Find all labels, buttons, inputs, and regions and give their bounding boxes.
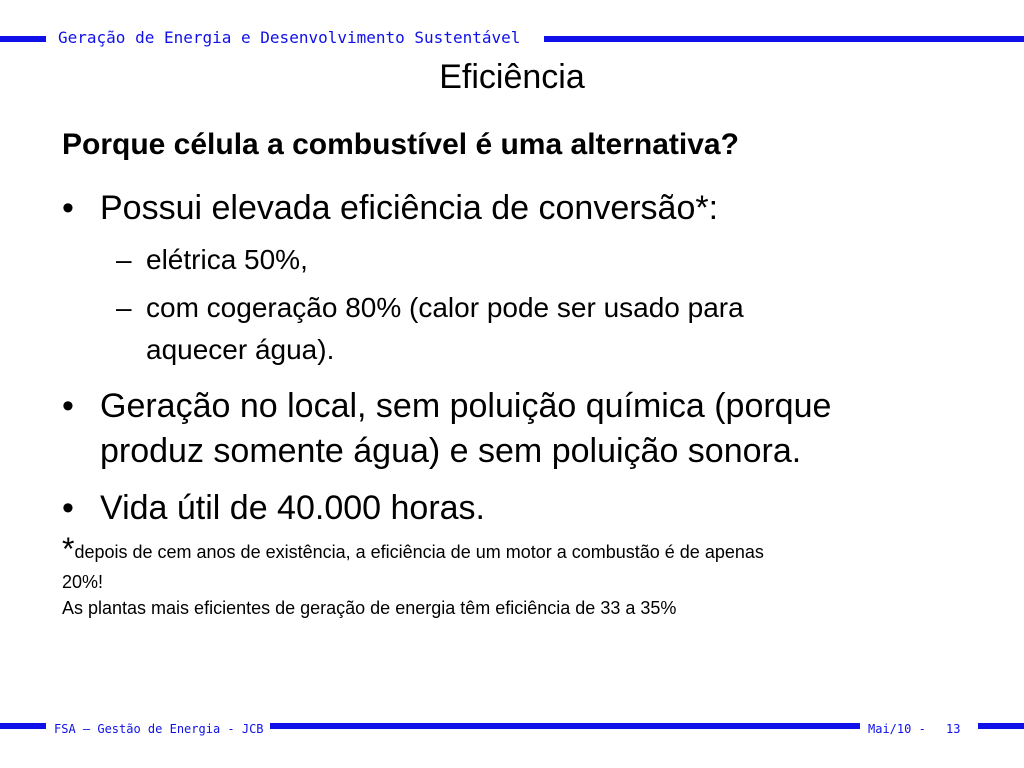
sub-bullet-text: aquecer água). [146,334,335,365]
page-number: 13 [946,722,961,736]
footer-label: FSA – Gestão de Energia - JCB [54,722,264,736]
sub-bullet-item [116,288,956,328]
bullet-item [62,384,982,429]
sub-bullet-item [116,240,956,280]
bullet-item [62,486,962,531]
dash-icon: – [116,244,132,275]
header-bar-left [0,36,46,42]
bullet-icon: • [62,387,74,425]
asterisk-mark: * [62,531,75,567]
bullet-item [62,186,962,231]
footnote-line: As plantas mais eficientes de geração de energia têm eficiência de 33 a 35% [62,598,677,618]
header-bar-right [544,36,1024,42]
footnote-line: 20%! [62,572,104,592]
footer-bar-left [0,723,46,729]
header-title: Geração de Energia e Desenvolvimento Sustentável [58,28,521,47]
bullet-text: Possui elevada eficiência de conversão*: [100,189,719,227]
footnote [62,531,982,621]
bullet-text: Geração no local, sem poluição química (porque [100,387,832,425]
footer-bar-right [978,723,1024,729]
bullet-text: produz somente água) e sem poluição sonora. [100,432,802,470]
footnote-text: depois de cem anos de existência, a eficiência de um motor a combustão é de apenas [74,542,764,562]
footer-date: Mai/10 - [868,722,926,736]
slide-title: Eficiência [439,58,585,96]
sub-bullet-text: com cogeração 80% (calor pode ser usado para [146,292,744,323]
bullet-text: Vida útil de 40.000 horas. [100,489,485,527]
bullet-icon: • [62,189,74,227]
footnote-line [62,531,982,567]
dash-icon: – [116,292,132,323]
slide-heading: Porque célula a combustível é uma alternativa? [62,128,739,161]
bullet-continuation [62,429,982,474]
bullet-icon: • [62,489,74,527]
footer-bar-middle [270,723,860,729]
sub-bullet-text: elétrica 50%, [146,244,308,275]
sub-bullet-continuation [116,330,956,370]
